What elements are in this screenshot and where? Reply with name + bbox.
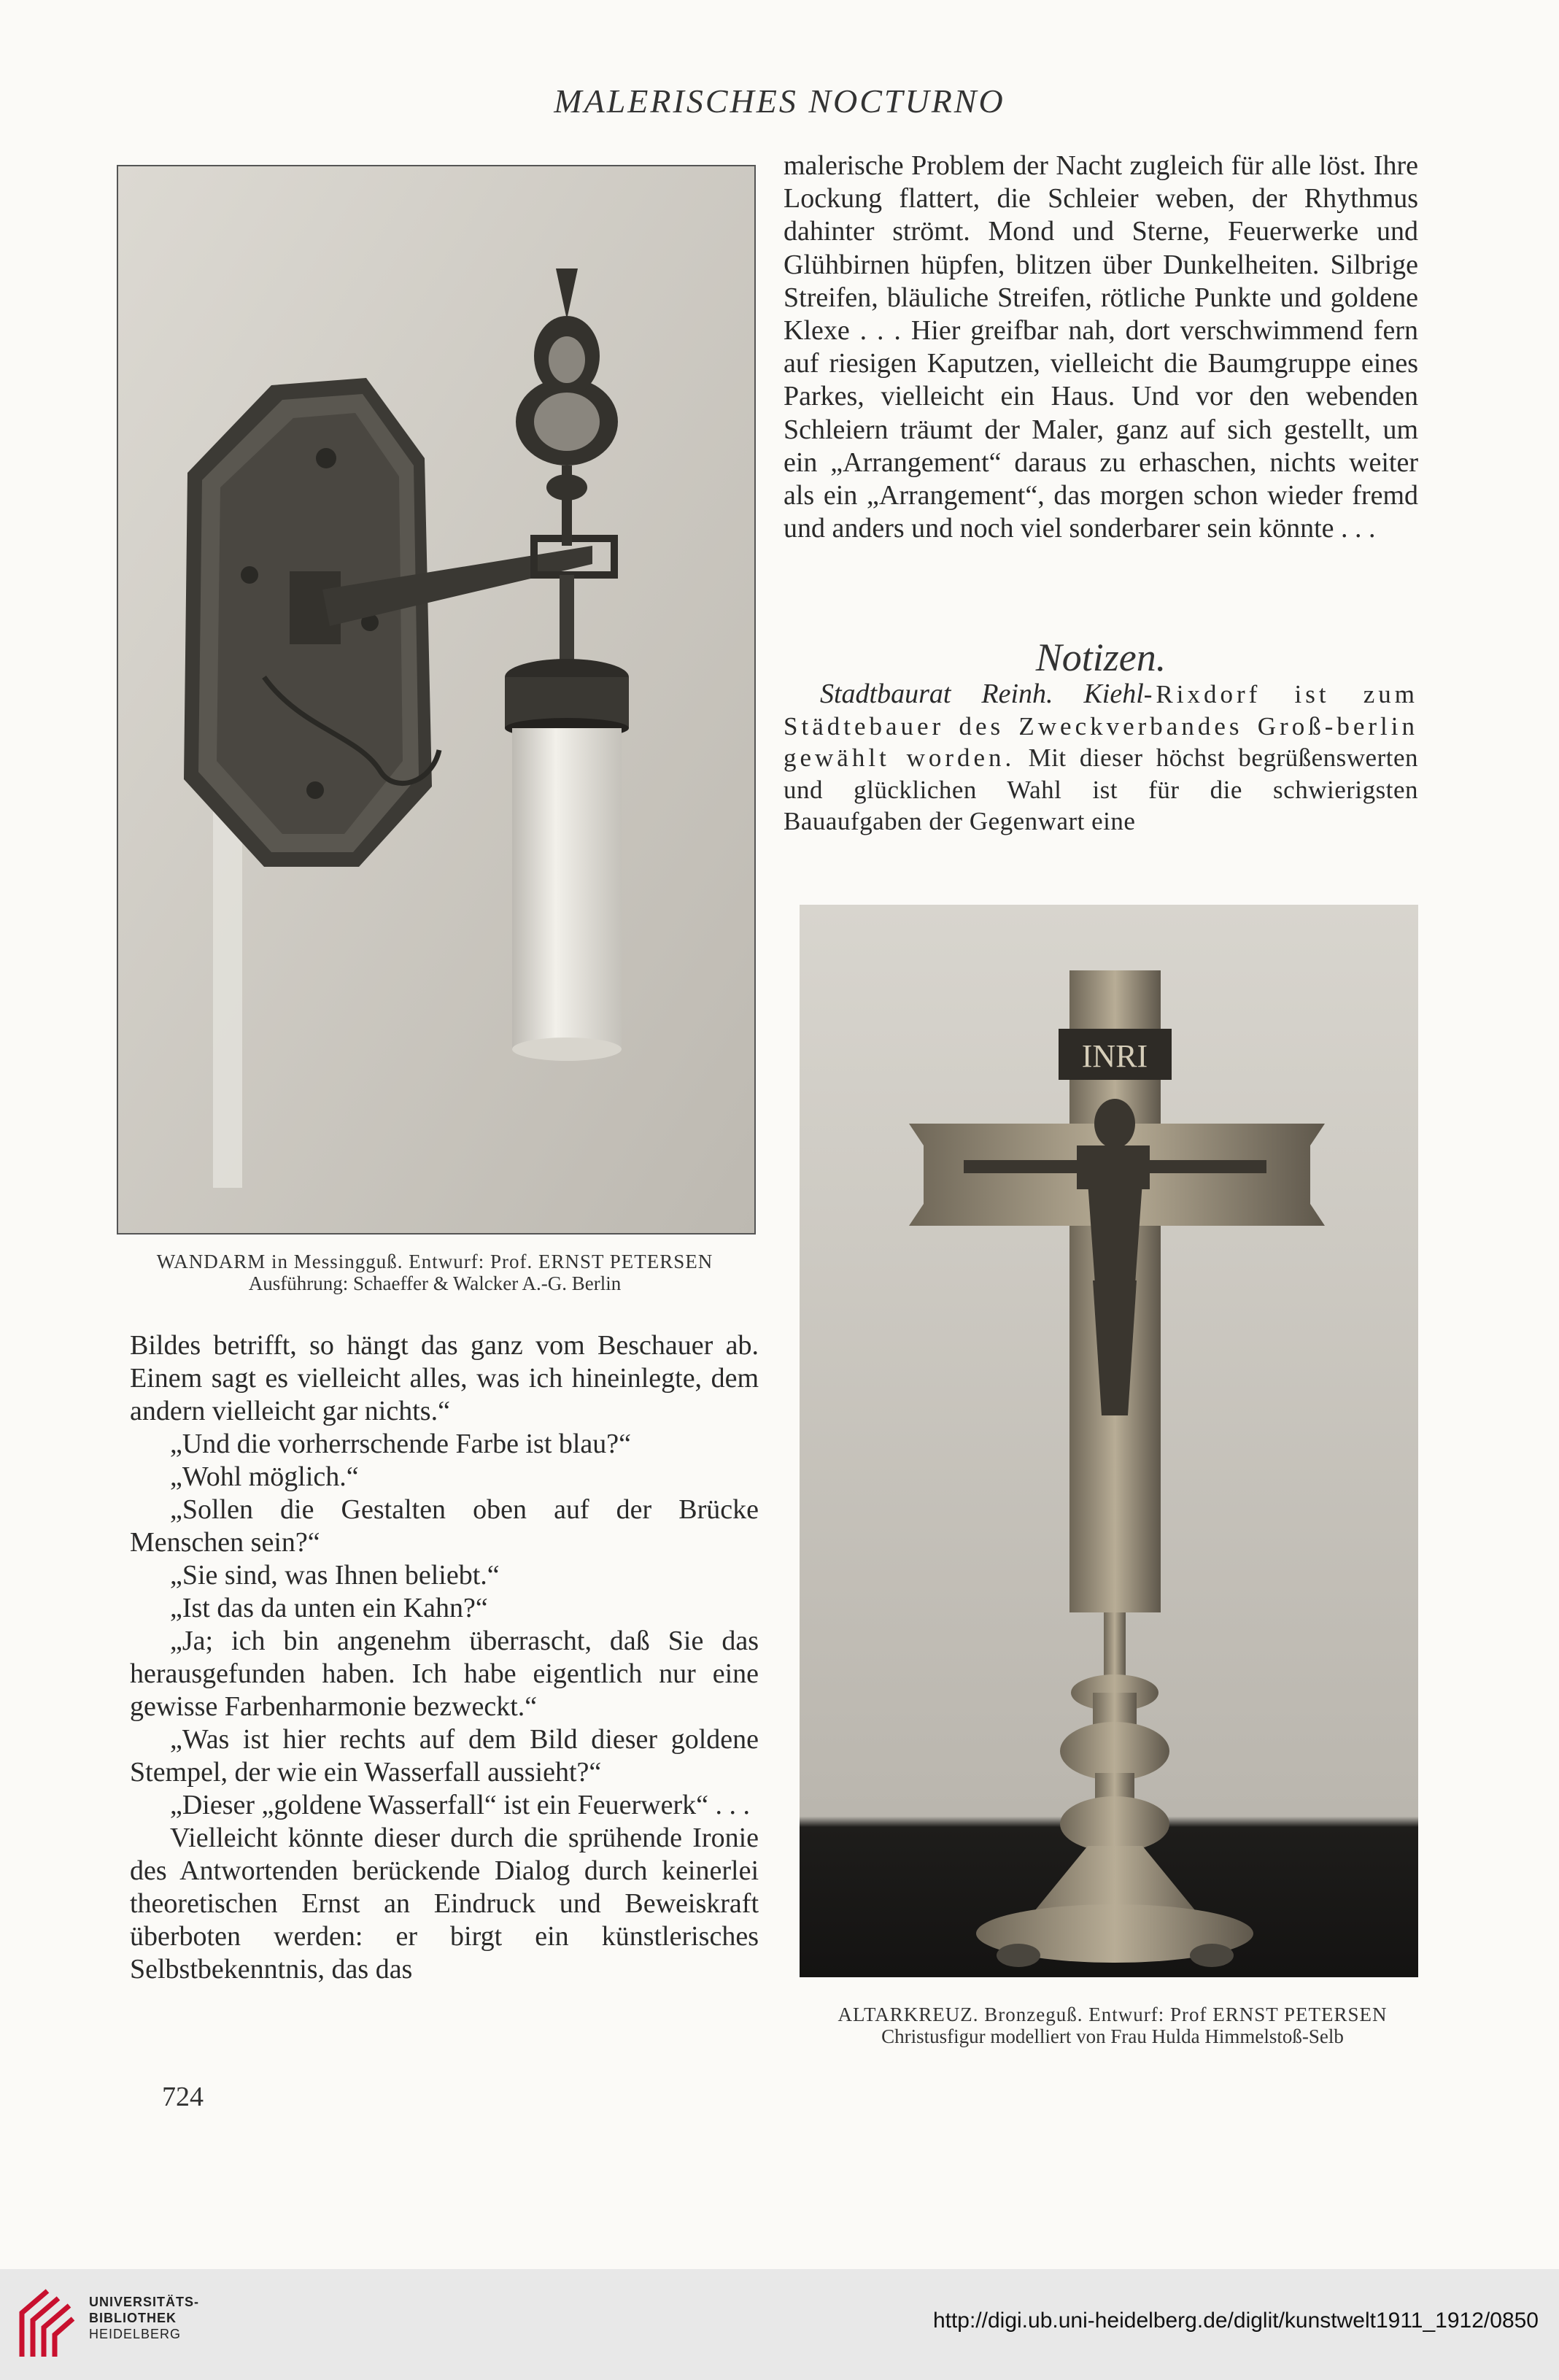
altar-cross-illustration: [800, 905, 1418, 1977]
library-logo-text: [89, 2294, 199, 2342]
lamp-caption-line2: Ausführung: Schaeffer & Walcker A.-G. Berlin: [248, 1272, 622, 1294]
source-url-link[interactable]: http://digi.ub.uni-heidelberg.de/diglit/kunstwelt1911_1912/0850: [932, 2308, 1539, 2333]
notizen-spaced-text: -Rixdorf ist zum Städtebauer des Zweckverbandes Groß-berlin gewählt worden.: [784, 680, 1418, 772]
left-column-text: [130, 1329, 759, 1986]
notizen-text: [784, 679, 1418, 838]
left-paragraph-7: „Was ist hier rechts auf dem Bild dieser goldene Stempel, der wie ein Wasserfall aussieht?“: [130, 1724, 759, 1788]
left-paragraph-8: „Dieser „goldene Wasserfall“ ist ein Feuerwerk“ . . .: [170, 1790, 750, 1820]
left-paragraph-0: Bildes betrifft, so hängt das ganz vom Beschauer ab. Einem sagt es vielleicht alles, was ich hineinlegte, dem andern vielleicht gar nichts.“: [130, 1330, 759, 1426]
cross-caption-line1: ALTARKREUZ. Bronzeguß. Entwurf: Prof ERNST PETERSEN: [837, 2004, 1388, 2025]
inri-inscription: INRI: [1081, 1038, 1148, 1074]
page-number: 724: [162, 2082, 204, 2112]
right-column-paragraph: malerische Problem der Nacht zugleich für alle löst. Ihre Lockung flattert, die Schleier weben, der Rhythmus dahinter strömt. Mond und Sterne, Feuerwerke und Glühbirnen hüpfen, blitzen über Dunkelheiten. Silbrige Streifen, bläuliche Streifen, rötliche Punkte und goldene Klexe . . . Hier greifbar nah, dort verschwimmend fern auf riesigen Kaputzen, vielleicht die Baumgruppe eines Parkes, vielleicht ein Haus. Und vor den webenden Schleiern träumt der Maler, ganz auf sich gestellt, um ein „Arrangement“ daraus zu erhaschen, nichts weiter als ein „Arrangement“, das morgen schon wieder fremd und anders und noch viel sonderbarer sein könnte . . .: [784, 150, 1418, 544]
notizen-name: Stadtbaurat Reinh. Kiehl: [820, 679, 1144, 709]
left-paragraph-9: Vielleicht könnte dieser durch die sprühende Ironie des Antwortenden berückende Dialog durch keinerlei theoretischen Ernst an Eindruck und Beweiskraft überboten werden: er birgt ein künstlerisches Selbstbekenntnis, das das: [130, 1823, 759, 1985]
logo-line-2: BIBLIOTHEK: [89, 2311, 177, 2325]
left-paragraph-4: „Sie sind, was Ihnen beliebt.“: [170, 1560, 500, 1591]
lamp-photo: [117, 165, 756, 1235]
left-paragraph-6: „Ja; ich bin angenehm überrascht, daß Sie das herausgefunden haben. Ich habe eigentlich nur eine gewisse Farbenharmonie bezweckt.“: [130, 1626, 759, 1722]
cross-caption: [792, 2004, 1433, 2047]
library-footer: [0, 2269, 1559, 2380]
running-head: MALERISCHES NOCTURNO: [554, 82, 1005, 120]
logo-line-1: UNIVERSITÄTS-: [89, 2295, 200, 2309]
notizen-heading: Notizen.: [1035, 635, 1167, 679]
left-paragraph-2: „Wohl möglich.“: [170, 1461, 359, 1492]
library-logo-icon: [15, 2284, 79, 2364]
left-paragraph-3: „Sollen die Gestalten oben auf der Brücke Menschen sein?“: [130, 1494, 759, 1558]
left-paragraph-5: „Ist das da unten ein Kahn?“: [170, 1593, 488, 1623]
left-paragraph-1: „Und die vorherrschende Farbe ist blau?“: [170, 1429, 632, 1459]
lamp-caption: [117, 1251, 753, 1294]
right-column-text: [784, 150, 1418, 545]
cross-photo: [800, 905, 1418, 1977]
lamp-caption-line1: WANDARM in Messingguß. Entwurf: Prof. ERNST PETERSEN: [156, 1251, 713, 1272]
notizen-rest-text: Mit dieser höchst begrüßenswerten und glücklichen Wahl ist für die schwierigsten Bauaufgaben der Gegenwart eine: [784, 743, 1418, 835]
cross-caption-line2: Christusfigur modelliert von Frau Hulda Himmelstoß-Selb: [881, 2025, 1344, 2047]
wall-lamp-illustration: [118, 166, 754, 1233]
logo-line-3: HEIDELBERG: [89, 2327, 182, 2341]
